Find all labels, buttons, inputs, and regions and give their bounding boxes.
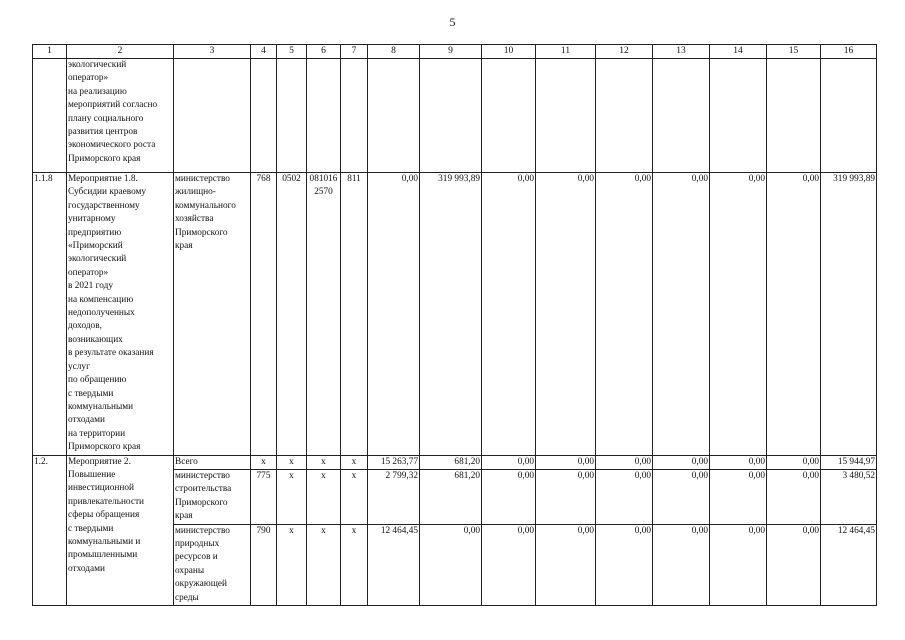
code-cell (251, 59, 277, 173)
executor-cell: министерство жилищно- коммунального хозяйства Приморского края (174, 173, 251, 456)
expense-type-cell: х (341, 455, 368, 469)
total-amount-cell: 319 993,89 (821, 173, 877, 456)
section-code-cell: х (277, 455, 307, 469)
row-number-cell: 1.1.8 (33, 173, 67, 456)
measure-name-cell: экологический оператор» на реализацию мероприятий согласно плану социального развития центров экономического роста Приморского края (67, 59, 174, 173)
measure-name-cell: Мероприятие 1.8. Субсидии краевому государственному унитарному предприятию «Приморский экологический оператор» в 2021 году на компенсацию недополученных доходов, возникающих в результате оказания услуг по обращению с твердыми коммунальными отходами на территории Приморского края (67, 173, 174, 456)
measure-name-cell: Мероприятие 2. Повышение инвестиционной привлекательности сферы обращения с твердыми коммунальными и промышленными отходами (67, 455, 174, 605)
amount-cell: 0,00 (710, 173, 767, 456)
column-number: 3 (174, 45, 251, 59)
executor-cell (174, 59, 251, 173)
amount-cell: 0,00 (767, 455, 821, 469)
grbs-code-cell: 775 (251, 469, 277, 524)
amount-cell: 0,00 (536, 455, 596, 469)
amount-cell (482, 59, 536, 173)
code-cell (277, 59, 307, 173)
budget-table (32, 44, 877, 606)
amount-cell: 0,00 (653, 524, 710, 605)
amount-cell (368, 59, 420, 173)
target-article-cell: х (307, 524, 341, 605)
row-number-cell: 1.2. (33, 455, 67, 605)
page-number: 5 (449, 15, 456, 29)
section-code-cell: 0502 (277, 173, 307, 456)
grbs-code-cell: 768 (251, 173, 277, 456)
amount-cell: 0,00 (482, 524, 536, 605)
amount-cell: 0,00 (710, 469, 767, 524)
amount-cell: 0,00 (710, 455, 767, 469)
section-code-cell: х (277, 524, 307, 605)
amount-cell: 0,00 (596, 173, 653, 456)
amount-cell: 0,00 (536, 524, 596, 605)
column-number: 6 (307, 45, 341, 59)
amount-cell: 0,00 (653, 455, 710, 469)
amount-cell: 319 993,89 (420, 173, 482, 456)
amount-cell: 681,20 (420, 469, 482, 524)
grbs-code-cell: 790 (251, 524, 277, 605)
expense-type-cell: х (341, 469, 368, 524)
column-number: 4 (251, 45, 277, 59)
target-article-cell: х (307, 455, 341, 469)
amount-cell: 12 464,45 (368, 524, 420, 605)
column-number: 15 (767, 45, 821, 59)
table-row-continuation (33, 59, 877, 173)
amount-cell (767, 59, 821, 173)
column-number: 12 (596, 45, 653, 59)
code-cell (341, 59, 368, 173)
column-number: 13 (653, 45, 710, 59)
column-number: 14 (710, 45, 767, 59)
executor-cell: министерство природных ресурсов и охраны окружающей среды (174, 524, 251, 605)
amount-cell: 0,00 (767, 173, 821, 456)
amount-cell (596, 59, 653, 173)
amount-cell: 0,00 (536, 173, 596, 456)
column-number: 7 (341, 45, 368, 59)
expense-type-cell: х (341, 524, 368, 605)
amount-cell (821, 59, 877, 173)
executor-cell: Всего (174, 455, 251, 469)
column-number: 11 (536, 45, 596, 59)
amount-cell: 0,00 (596, 524, 653, 605)
row-number-cell (33, 59, 67, 173)
amount-cell: 0,00 (710, 524, 767, 605)
amount-cell: 0,00 (653, 469, 710, 524)
amount-cell: 0,00 (767, 469, 821, 524)
amount-cell (536, 59, 596, 173)
amount-cell: 15 263,77 (368, 455, 420, 469)
column-number: 5 (277, 45, 307, 59)
amount-cell: 0,00 (536, 469, 596, 524)
total-amount-cell: 3 480,52 (821, 469, 877, 524)
column-number-row (33, 45, 877, 59)
amount-cell (653, 59, 710, 173)
amount-cell: 0,00 (767, 524, 821, 605)
target-article-cell: 081016 2570 (307, 173, 341, 456)
column-number: 16 (821, 45, 877, 59)
total-amount-cell: 12 464,45 (821, 524, 877, 605)
grbs-code-cell: х (251, 455, 277, 469)
table-row-measure-1-2-total (33, 455, 877, 469)
column-number: 2 (67, 45, 174, 59)
executor-cell: министерство строительства Приморского края (174, 469, 251, 524)
expense-type-cell: 811 (341, 173, 368, 456)
amount-cell: 0,00 (482, 173, 536, 456)
column-number: 10 (482, 45, 536, 59)
amount-cell: 0,00 (653, 173, 710, 456)
amount-cell (420, 59, 482, 173)
amount-cell: 681,20 (420, 455, 482, 469)
column-number: 8 (368, 45, 420, 59)
amount-cell: 2 799,32 (368, 469, 420, 524)
amount-cell: 0,00 (596, 469, 653, 524)
table-row-measure-1-1-8 (33, 173, 877, 456)
section-code-cell: х (277, 469, 307, 524)
column-number: 9 (420, 45, 482, 59)
column-number: 1 (33, 45, 67, 59)
amount-cell: 0,00 (482, 469, 536, 524)
amount-cell: 0,00 (482, 455, 536, 469)
amount-cell: 0,00 (596, 455, 653, 469)
amount-cell: 0,00 (420, 524, 482, 605)
target-article-cell: х (307, 469, 341, 524)
code-cell (307, 59, 341, 173)
amount-cell: 0,00 (368, 173, 420, 456)
total-amount-cell: 15 944,97 (821, 455, 877, 469)
amount-cell (710, 59, 767, 173)
